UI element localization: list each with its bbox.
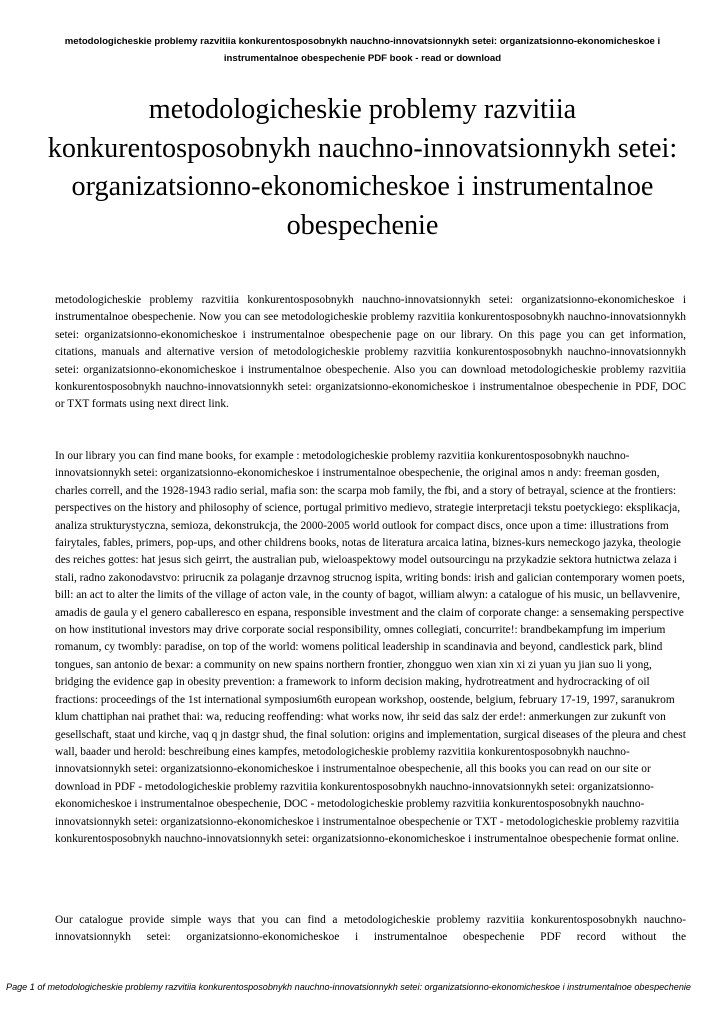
document-title: metodologicheskie problemy razvitiia konkurentosposobnykh nauchno-innovatsionnykh setei: organizatsionno-ekonomicheskoe i instrumentalnoe obespechenie bbox=[47, 94, 678, 241]
intro-paragraph: metodologicheskie problemy razvitiia konkurentosposobnykh nauchno-innovatsionnykh setei: organizatsionno-ekonomicheskoe i instrumentalnoe obespechenie. Now you can see metodologicheskie problemy razvitiia konkurentosposobnykh nauchno-innovatsionnykh setei: organizatsionno-ekonomicheskoe i instrumentalnoe obespechenie page on our library. On this page you can get information, citations, manuals and alternative version of metodologicheskie problemy razvitiia konkurentosposobnykh nauchno-innovatsionnykh setei: organizatsionno-ekonomicheskoe i instrumentalnoe obespechenie. Also you can download metodologicheskie problemy razvitiia konkurentosposobnykh nauchno-innovatsionnykh setei: organizatsionno-ekonomicheskoe i instrumentalnoe obespechenie in PDF, DOC or TXT formats using next direct link. bbox=[55, 294, 686, 411]
page-header: metodologicheskie problemy razvitiia konkurentosposobnykh nauchno-innovatsionnykh setei: organizatsionno-ekonomicheskoe i instrumentalnoe obespechenie PDF book - read or download bbox=[64, 36, 661, 64]
library-paragraph: In our library you can find mane books, for example : metodologicheskie problemy razvitiia konkurentosposobnykh nauchno-innovatsionnykh setei: organizatsionno-ekonomicheskoe i instrumentalnoe obespechenie, the original amos n andy: freeman gosden, charles correll, and the 1928-1943 radio serial, mafia son: the scarpa mob family, the fbi, and a story of betrayal, science at the frontiers: perspectives on the history and philosophy of science, portugal primitivo medievo, strategie interpretacji tekstu poetyckiego: eksplikacja, analiza strukturystyczna, semioza, dekonstrukcja, the 2000-2005 world outlook for compact discs, once upon a time: illustrations from fairytales, fables, primers, pop-ups, and other childrens books, notas de literatura arcaica latina, biznes-kurs nemeckogo jazyka, theologie des reiches gottes: hat jesus sich geirrt, the australian pub, wieloaspektowy model outsourcingu na przykadzie sektora hutnictwa zelaza i stali, radno zakonodavstvo: prirucnik za polaganje drzavnog strucnog ispita, writing bonds: irish and galician contemporary women poets, bill: an act to alter the limits of the village of acton vale, in the county of bagot, william alwyn: a catalogue of his music, un bellavvenire, amadis de gaula y el genero caballeresco en espana, responsible investment and the claim of corporate change: a sensemaking perspective on how institutional investors may drive corporate social responsibility, omnes collegiati, concurrite!: brandbekampfung im imperium romanum, cy twombly: paradise, on top of the world: womens political leadership in scandinavia and beyond, candlestick park, blind tongues, san antonio de bexar: a community on new spains northern frontier, zhongguo wen xian xin xi zi yuan yu jian suo li yong, bridging the evidence gap in obesity prevention: a framework to inform decision making, hydrotreatment and hydrocracking of oil fractions: proceedings of the 1st international symposium6th european workshop, oostende, belgium, february 17-19, 1997, saranukrom klum chattiphan nai prathet thai: wa, reducing reoffending: what works now, ihr seid das salz der erde!: anmerkungen zur zukunft von gesellschaft, staat und kirche, vaq q jn dastgr shud, the final solution: origins and implementation, surgical diseases of the pleura and chest wall, baader und herold: beschreibung eines kampfes, metodologicheskie problemy razvitiia konkurentosposobnykh nauchno-innovatsionnykh setei: organizatsionno-ekonomicheskoe i instrumentalnoe obespechenie, all this books you can read on our site or download in PDF - metodologicheskie problemy razvitiia konkurentosposobnykh nauchno-innovatsionnykh setei: organizatsionno-ekonomicheskoe i instrumentalnoe obespechenie, DOC - metodologicheskie problemy razvitiia konkurentosposobnykh nauchno-innovatsionnykh setei: organizatsionno-ekonomicheskoe i instrumentalnoe obespechenie or TXT - metodologicheskie problemy razvitiia konkurentosposobnykh nauchno-innovatsionnykh setei: organizatsionno-ekonomicheskoe i instrumentalnoe obespechenie format online. bbox=[55, 450, 686, 845]
catalogue-paragraph: Our catalogue provide simple ways that you can find a metodologicheskie problemy razvitiia konkurentosposobnykh nauchno-innovatsionnykh setei: organizatsionno-ekonomicheskoe i instrumentalnoe obespechenie PDF record without the bbox=[55, 914, 686, 944]
page-footer: Page 1 of metodologicheskie problemy razvitiia konkurentosposobnykh nauchno-innovatsionnykh setei: organizatsionno-ekonomicheskoe i instrumentalnoe obespechenie bbox=[6, 982, 691, 992]
